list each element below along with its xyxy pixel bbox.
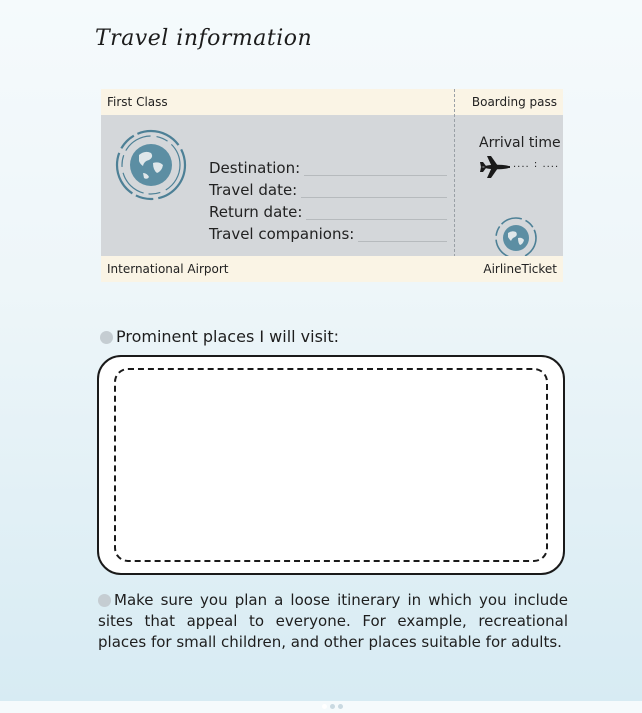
boarding-pass-ticket [101,89,563,282]
travel-companions-field[interactable] [209,223,447,245]
places-heading-text: Prominent places I will visit: [116,327,340,346]
airline-ticket-label: AirlineTicket [483,262,557,276]
ticket-perforation [454,89,455,282]
places-writing-box[interactable] [97,355,565,575]
page-title: Travel information [95,26,313,51]
travel-companions-label: Travel companions: [209,225,358,243]
ticket-bottom-band [101,256,563,282]
bullet-icon [98,594,111,607]
itinerary-note-text: Make sure you plan a loose itinerary in which you include sites that appeal to everyone. For example, recreational places for small children, and other places suitable for adults. [98,591,568,651]
page-dot[interactable] [330,704,335,709]
ticket-top-band [101,89,563,115]
return-date-field[interactable] [209,201,447,223]
bullet-icon [100,331,113,344]
travel-date-field[interactable] [209,179,447,201]
places-heading [100,327,339,346]
ticket-fields [209,157,447,267]
boarding-pass-label: Boarding pass [471,95,557,109]
travel-date-label: Travel date: [209,181,301,199]
ticket-class-label: First Class [107,95,168,109]
globe-stamp-icon [113,125,189,205]
return-date-label: Return date: [209,203,306,221]
places-dashed-border [114,368,548,562]
page-dot[interactable] [322,704,327,709]
globe-small-icon [493,215,539,261]
destination-label: Destination: [209,159,304,177]
airplane-icon [479,155,511,179]
destination-field[interactable] [209,157,447,179]
arrival-time-label: Arrival time [479,135,561,151]
page-dot[interactable] [338,704,343,709]
itinerary-note [98,590,568,653]
arrival-time-value[interactable]: .... : .... [513,159,560,170]
airport-label: International Airport [107,262,229,276]
page-indicator[interactable] [322,694,346,713]
